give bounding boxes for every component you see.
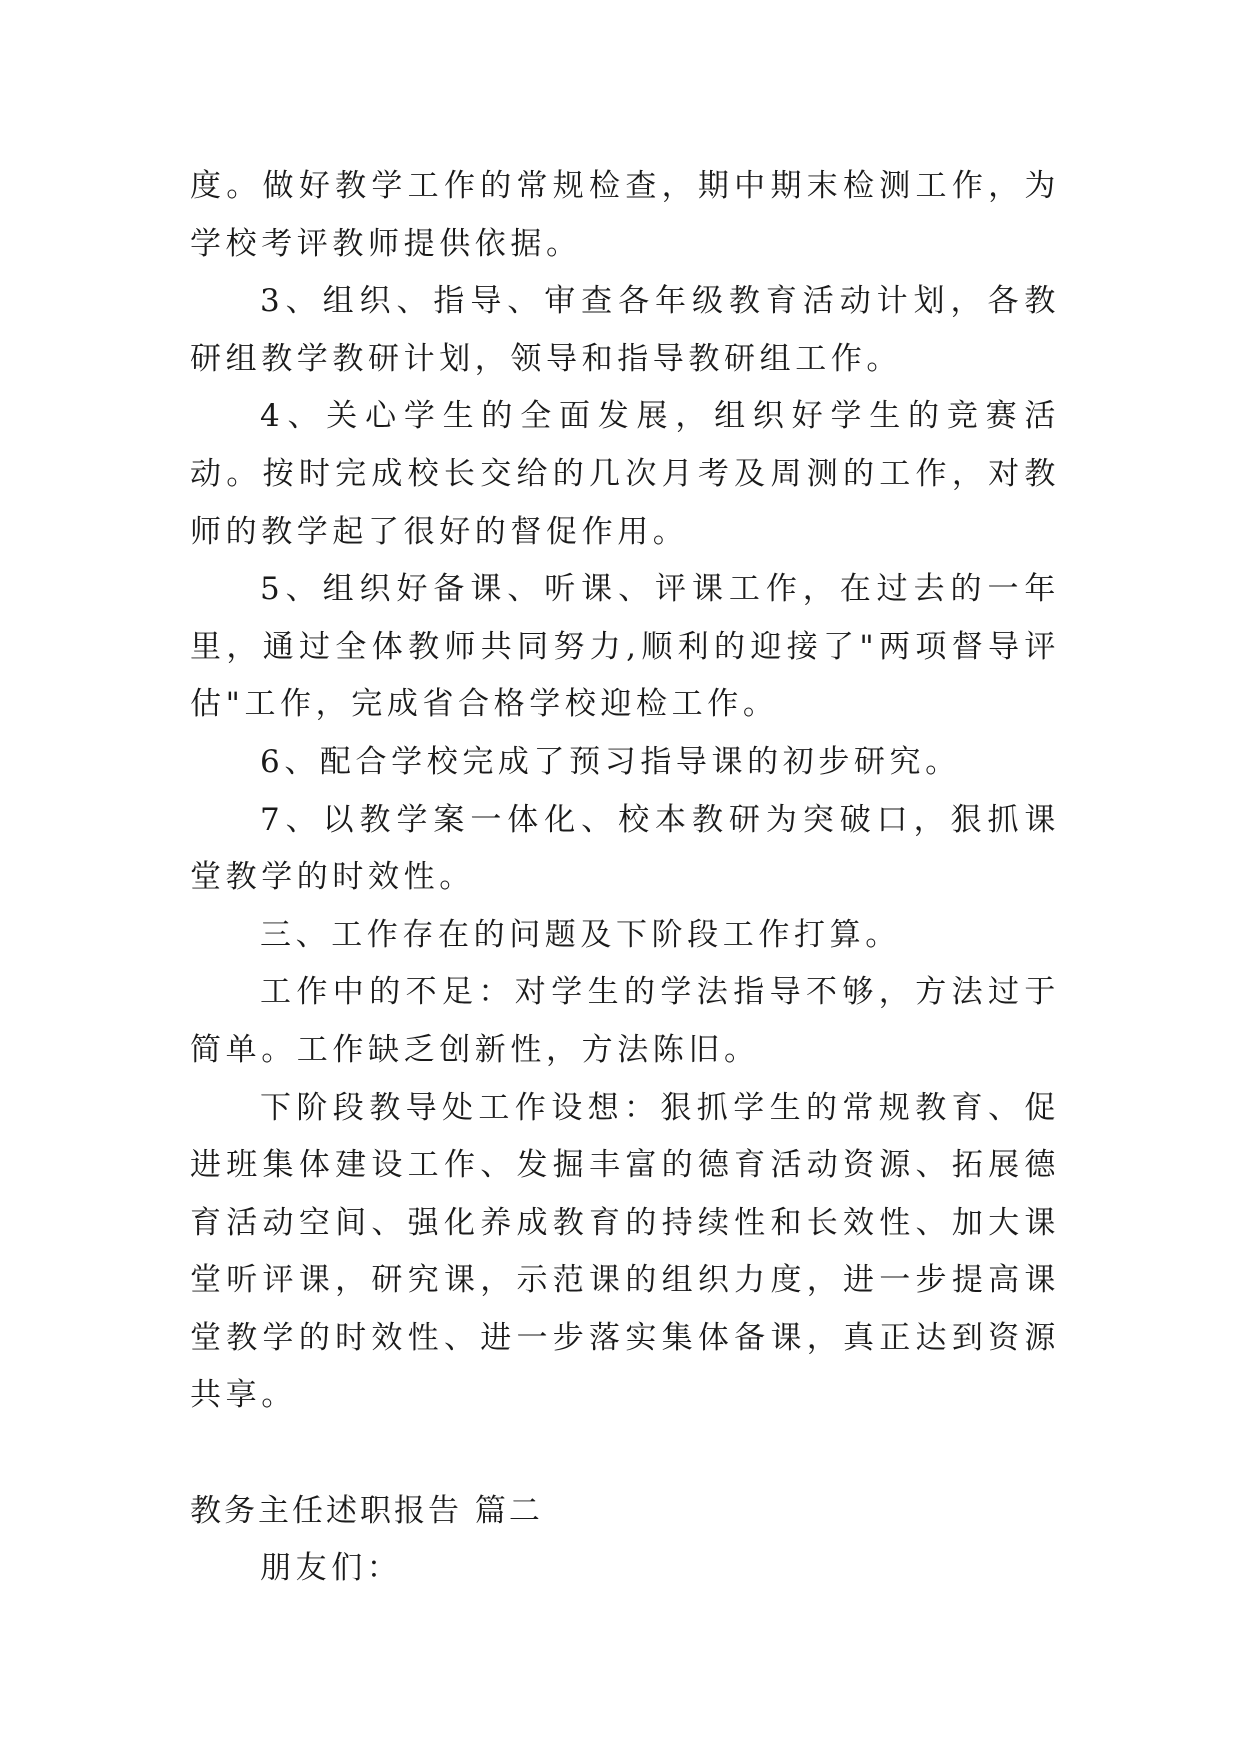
document-body [190,158,1060,1598]
paragraph-shortcomings: 工作中的不足：对学生的学法指导不够，方法过于简单。工作缺乏创新性，方法陈旧。 [190,974,1060,1068]
greeting: 朋友们： [260,1550,403,1587]
paragraph-next-plan: 下阶段教导处工作设想：狠抓学生的常规教育、促进班集体建设工作、发掘丰富的德育活动资源、拓展德育活动空间、强化养成教育的持续性和长效性、加大课堂听评课，研究课，示范课的组织力度，进一步提高课堂教学的时效性、进一步落实集体备课，真正达到资源共享。 [190,1089,1060,1414]
paragraph-item-7: 7、以教学案一体化、校本教研为突破口，狠抓课堂教学的时效性。 [190,801,1060,896]
paragraph-section-three: 三、工作存在的问题及下阶段工作打算。 [260,916,901,953]
paragraph-item-3: 3、组织、指导、审查各年级教育活动计划，各教研组教学教研计划，领导和指导教研组工作。 [190,283,1060,377]
paragraph-item-6: 6、配合学校完成了预习指导课的初步研究。 [260,743,961,780]
paragraph-continuation: 度。做好教学工作的常规检查，期中期末检测工作，为学校考评教师提供依据。 [190,168,1060,262]
section-heading: 教务主任述职报告 篇二 [190,1492,543,1529]
paragraph-item-5: 5、组织好备课、听课、评课工作，在过去的一年里，通过全体教师共同努力,顺利的迎接了"两项督导评估"工作，完成省合格学校迎检工作。 [190,571,1060,723]
paragraph-item-4: 4、关心学生的全面发展，组织好学生的竞赛活动。按时完成校长交给的几次月考及周测的工作，对教师的教学起了很好的督促作用。 [190,398,1060,550]
